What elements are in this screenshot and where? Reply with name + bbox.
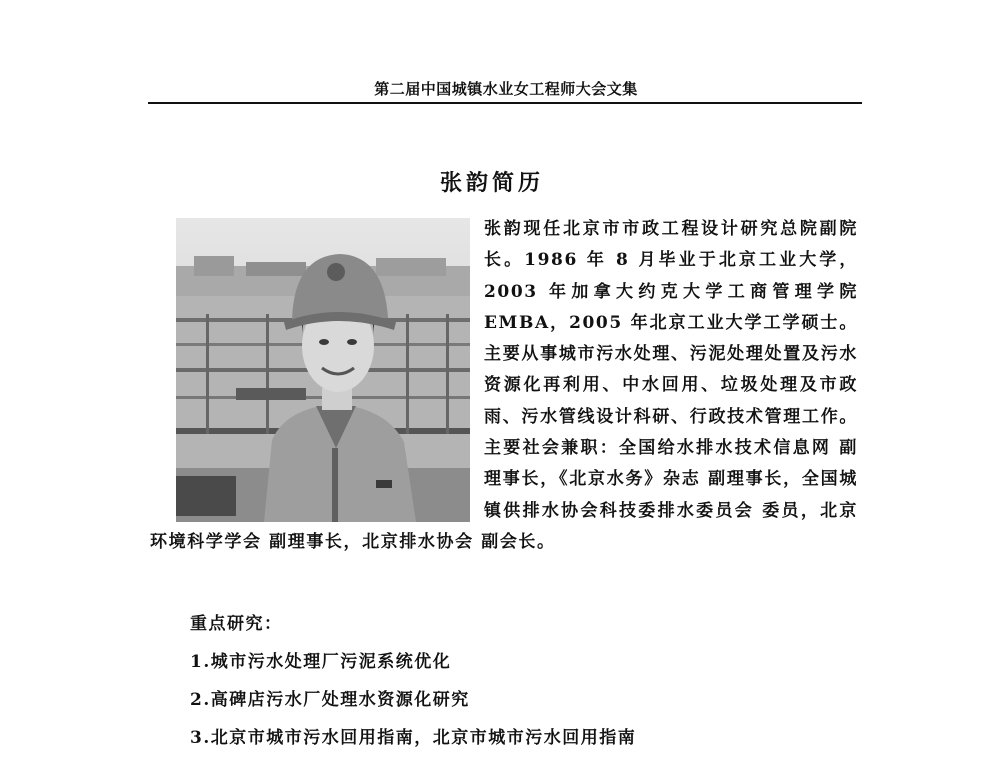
page-title: 张韵简历 [440,170,545,196]
photo-wrap-spacer [150,214,484,524]
running-header: 第二届中国城镇水业女工程师大会文集 [374,80,638,98]
research-item: 3.北京市城市污水回用指南，北京市城市污水回用指南 [190,728,637,748]
research-list [190,648,636,762]
biography-paragraph [150,214,858,558]
biography-text: 张韵现任北京市市政工程设计研究总院副院长。1986 年 8 月毕业于北京工业大学，2003 年加拿大约克大学工商管理学院EMBA，2005 年北京工业大学工学硕士。主要从事城市污水处理、污泥处理处置及污水资源化再利用、中水回用、垃圾处理及市政雨、污水管线设计科研、行政技术管理工作。主要社会兼职：全国给水排水技术信息网 副理事长，《北京水务》杂志 副理事长，全国城镇供排水协会科技委排水委员会 委员，北京环境科学学会 副理事长，北京排水协会 副会长。 [150,219,858,552]
research-heading: 重点研究： [190,614,283,634]
research-item: 1.城市污水处理厂污泥系统优化 [190,652,452,672]
header-rule [148,102,862,104]
research-item: 2.高碑店污水厂处理水资源化研究 [190,690,470,710]
